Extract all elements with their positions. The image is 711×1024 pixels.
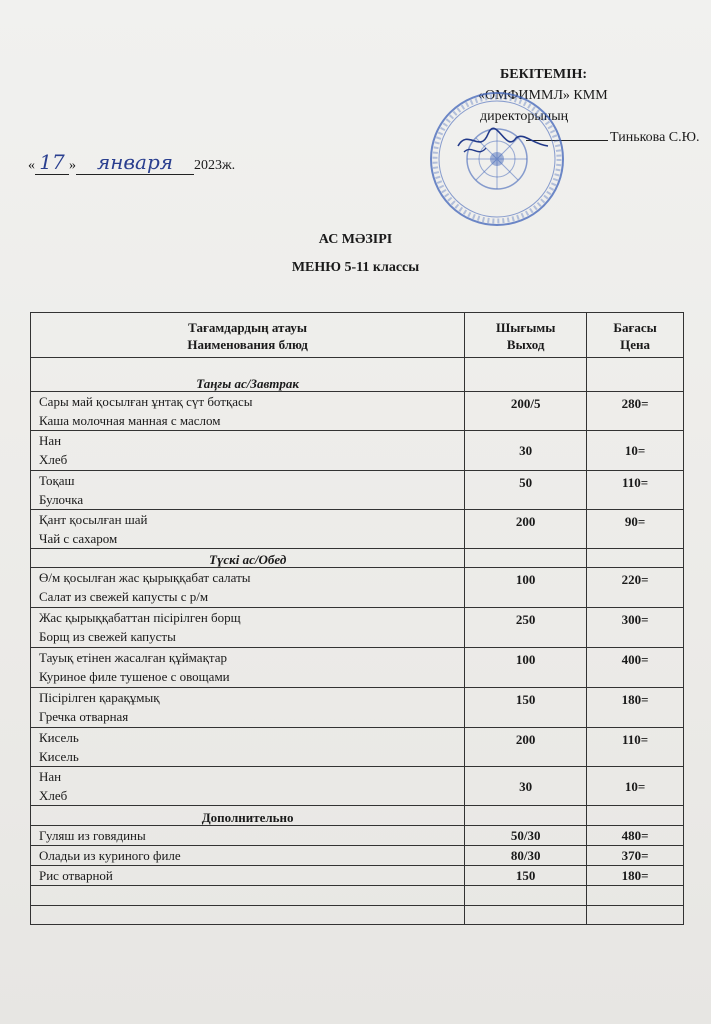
empty-row [31, 886, 684, 906]
official-stamp [428, 88, 566, 230]
approval-role: директорының [480, 109, 569, 124]
menu-table [30, 312, 684, 925]
header-price: Бағасы Цена [587, 313, 684, 358]
section-lunch: Түскі ас/Обед [31, 549, 465, 568]
table-row: Гуляш из говядины 50/30 480= [31, 826, 684, 846]
section-row-lunch [31, 549, 684, 568]
section-extra: Дополнительно [31, 806, 465, 826]
table-row: Жас қырыққабаттан пісірілген борщ Борщ из свежей капусты 250 300= [31, 608, 684, 648]
table-row: Қант қосылған шай Чай с сахаром 200 90= [31, 510, 684, 549]
date-month: января [96, 150, 174, 174]
empty-row [31, 906, 684, 925]
section-breakfast: Таңғы ас/Завтрак [31, 358, 465, 392]
table-row: Пісірілген қарақұмық Гречка отварная 150 180= [31, 688, 684, 728]
section-row-breakfast [31, 358, 684, 392]
table-row: Кисель Кисель 200 110= [31, 728, 684, 767]
date-day: 17 [39, 150, 65, 174]
table-row: Тауық етінен жасалған құймақтар Куриное филе тушеное с овощами 100 400= [31, 648, 684, 688]
menu-title-kz: АС МӘЗІРІ [318, 232, 393, 247]
table-row: Нан Хлеб 30 10= [31, 431, 684, 471]
approval-title: БЕКІТЕМІН: [500, 67, 588, 82]
approval-org: «ОМФИММЛ» КММ [478, 88, 608, 103]
header-yield: Шығымы Выход [465, 313, 587, 358]
document-date: « 17 » января 2023ж. [28, 150, 236, 174]
table-row: Сары май қосылған ұнтақ сүт ботқасы Каша молочная манная с маслом 200/5 280= [31, 392, 684, 431]
section-row-extra [31, 806, 684, 826]
table-row: Нан Хлеб 30 10= [31, 767, 684, 806]
table-row: Ө/м қосылған жас қырыққабат салаты Салат из свежей капусты с р/м 100 220= [31, 568, 684, 608]
table-header-row [31, 313, 684, 358]
header-name: Тағамдардың атауы Наименования блюд [31, 313, 465, 358]
table-row: Тоқаш Булочка 50 110= [31, 471, 684, 510]
table-row: Рис отварной 150 180= [31, 866, 684, 886]
table-row: Оладьи из куриного филе 80/30 370= [31, 846, 684, 866]
menu-title-ru: МЕНЮ 5-11 классы [291, 260, 420, 275]
date-year: 2023ж. [194, 158, 236, 173]
approval-name: Тинькова С.Ю. [610, 130, 700, 145]
